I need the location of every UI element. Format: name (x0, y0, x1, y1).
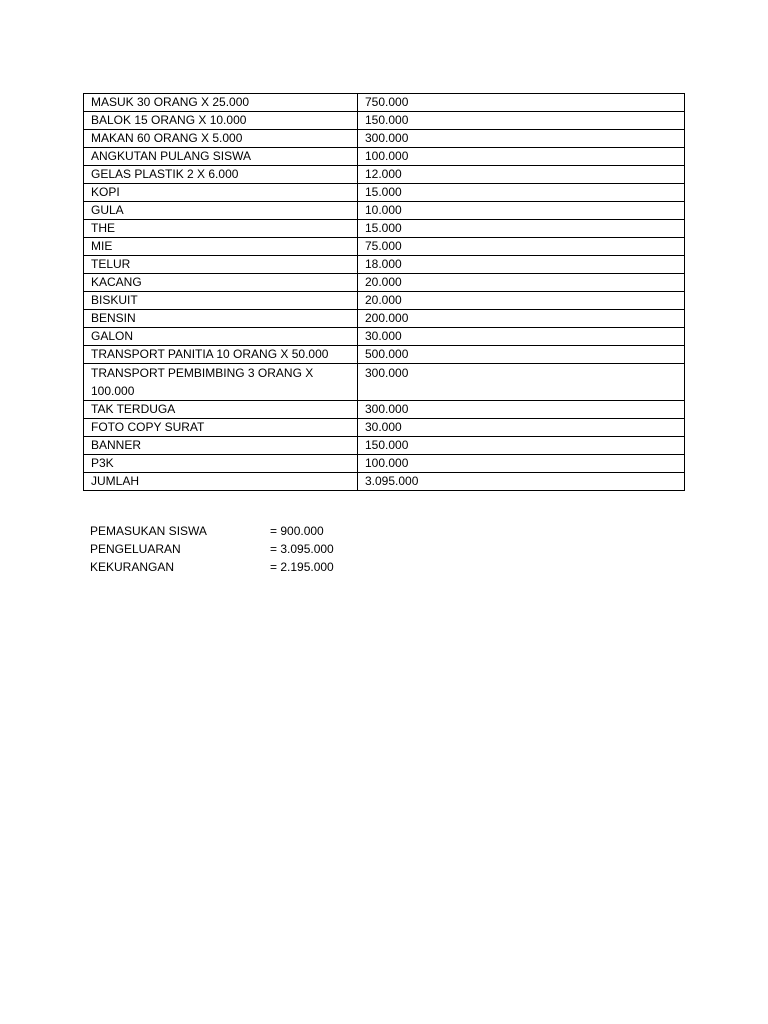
table-row (84, 401, 685, 419)
amount-cell: 15.000 (358, 220, 685, 238)
item-cell: THE (84, 220, 358, 238)
item-cell: ANGKUTAN PULANG SISWA (84, 148, 358, 166)
amount-cell: 20.000 (358, 274, 685, 292)
table-row (84, 148, 685, 166)
table-row (84, 166, 685, 184)
amount-cell: 300.000 (358, 130, 685, 148)
summary-row-shortfall (90, 558, 450, 576)
table-row (84, 419, 685, 437)
table-row (84, 94, 685, 112)
amount-cell: 12.000 (358, 166, 685, 184)
item-cell: P3K (84, 455, 358, 473)
item-cell: TELUR (84, 256, 358, 274)
summary-row-income (90, 522, 450, 540)
item-cell: TRANSPORT PEMBIMBING 3 ORANG X 100.000 (84, 364, 358, 401)
table-row (84, 364, 685, 401)
total-label-cell: JUMLAH (84, 473, 358, 491)
table-row (84, 292, 685, 310)
table-row (84, 274, 685, 292)
item-cell: KOPI (84, 184, 358, 202)
amount-cell: 300.000 (358, 364, 685, 401)
table-row (84, 455, 685, 473)
summary-label: PENGELUARAN (90, 542, 181, 556)
table-row (84, 437, 685, 455)
item-cell: BANNER (84, 437, 358, 455)
budget-table-body (84, 94, 685, 491)
table-row (84, 328, 685, 346)
amount-cell: 18.000 (358, 256, 685, 274)
table-row (84, 184, 685, 202)
amount-cell: 20.000 (358, 292, 685, 310)
item-cell: MIE (84, 238, 358, 256)
table-row (84, 238, 685, 256)
budget-table (83, 93, 685, 491)
item-cell: FOTO COPY SURAT (84, 419, 358, 437)
item-cell: GELAS PLASTIK 2 X 6.000 (84, 166, 358, 184)
item-cell: GULA (84, 202, 358, 220)
table-row (84, 112, 685, 130)
item-cell: TAK TERDUGA (84, 401, 358, 419)
summary-label: PEMASUKAN SISWA (90, 524, 207, 538)
summary-block (90, 522, 450, 576)
amount-cell: 30.000 (358, 328, 685, 346)
table-row (84, 310, 685, 328)
total-amount-cell: 3.095.000 (358, 473, 685, 491)
amount-cell: 500.000 (358, 346, 685, 364)
table-row (84, 256, 685, 274)
item-cell: BISKUIT (84, 292, 358, 310)
amount-cell: 15.000 (358, 184, 685, 202)
amount-cell: 200.000 (358, 310, 685, 328)
amount-cell: 750.000 (358, 94, 685, 112)
total-row (84, 473, 685, 491)
summary-row-expense (90, 540, 450, 558)
table-row (84, 346, 685, 364)
amount-cell: 300.000 (358, 401, 685, 419)
table-row (84, 130, 685, 148)
amount-cell: 75.000 (358, 238, 685, 256)
summary-value: = 900.000 (270, 524, 324, 538)
item-cell: BENSIN (84, 310, 358, 328)
summary-value: = 3.095.000 (270, 542, 334, 556)
item-cell: MAKAN 60 ORANG X 5.000 (84, 130, 358, 148)
amount-cell: 100.000 (358, 148, 685, 166)
amount-cell: 150.000 (358, 112, 685, 130)
item-cell: TRANSPORT PANITIA 10 ORANG X 50.000 (84, 346, 358, 364)
table-row (84, 202, 685, 220)
item-cell: GALON (84, 328, 358, 346)
amount-cell: 100.000 (358, 455, 685, 473)
amount-cell: 150.000 (358, 437, 685, 455)
amount-cell: 10.000 (358, 202, 685, 220)
item-cell: KACANG (84, 274, 358, 292)
item-cell: MASUK 30 ORANG X 25.000 (84, 94, 358, 112)
summary-label: KEKURANGAN (90, 560, 175, 574)
item-cell: BALOK 15 ORANG X 10.000 (84, 112, 358, 130)
table-row (84, 220, 685, 238)
summary-value: = 2.195.000 (270, 560, 334, 574)
amount-cell: 30.000 (358, 419, 685, 437)
